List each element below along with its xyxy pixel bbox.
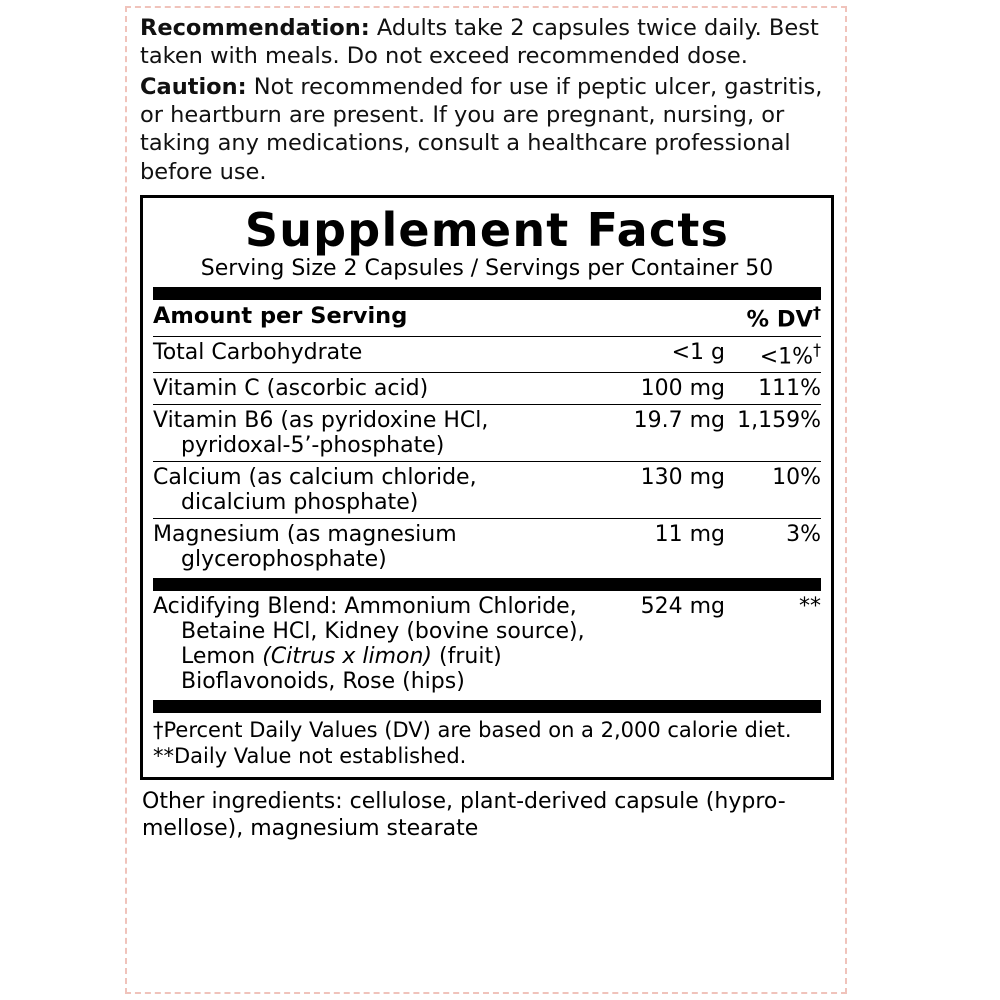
dv-header-text: % DV (746, 306, 813, 333)
footnotes (153, 713, 821, 769)
nutrient-amount: 19.7 mg (605, 405, 725, 462)
blend-line3-italic: (Citrus x limon) (262, 644, 433, 670)
dv-header-dagger: † (812, 303, 821, 323)
recommendation-label: Recommendation: (140, 15, 370, 41)
nutrition-table (153, 300, 821, 575)
caution-text: Not recommended for use if peptic ulcer, gastritis, or heartburn are present. If you are pregnant, nursing, or taking any medications, consult a healthcare professional before use. (140, 73, 823, 185)
blend-dv: ** (799, 594, 821, 620)
nutrient-name-line2: pyridoxal-5’-phosphate) (181, 433, 445, 459)
nutrient-dv-text: <1% (759, 344, 814, 370)
blend-line3 (153, 644, 605, 669)
proprietary-blend-table (153, 591, 821, 697)
serving-size-line: Serving Size 2 Capsules / Servings per Container 50 (200, 256, 774, 282)
caution-note (140, 73, 840, 186)
nutrient-name-line1: Total Carbohydrate (153, 339, 363, 365)
thick-rule-bottom (153, 700, 821, 713)
nutrient-amount: 130 mg (605, 462, 725, 519)
nutrient-name (153, 373, 605, 405)
thick-rule-middle (153, 578, 821, 591)
nutrient-name (153, 405, 605, 462)
supplement-facts-panel (140, 195, 834, 780)
nutrient-name-line1: Calcium (as calcium chloride, (153, 465, 477, 491)
nutrient-dv-dagger: † (813, 339, 821, 359)
blend-line4: Bioflavonoids, Rose (hips) (181, 669, 465, 695)
caution-label: Caution: (140, 73, 247, 100)
blend-line1: Acidifying Blend: Ammonium Chloride, (153, 594, 577, 620)
nutrient-name-line1: Magnesium (as magnesium (153, 522, 457, 548)
footnote-daily-value: †Percent Daily Values (DV) are based on a 2,000 calorie diet. (153, 718, 792, 743)
blend-line3-pre: Lemon (181, 644, 263, 670)
blend-name (153, 591, 605, 697)
blend-row (153, 591, 821, 697)
nutrient-amount: 11 mg (654, 522, 725, 548)
blend-line2: Betaine HCl, Kidney (bovine source), (181, 619, 585, 645)
table-header-row (153, 300, 821, 336)
nutrient-amount: 100 mg (605, 373, 725, 405)
nutrient-dv (725, 336, 821, 372)
label-content (140, 14, 840, 842)
nutrient-amount: <1 g (605, 336, 725, 372)
recommendation-text: Adults take 2 capsules twice daily. Best taken with meals. Do not exceed recommended dose. (140, 15, 819, 70)
supplement-facts-title: Supplement Facts (244, 203, 730, 258)
dv-header (725, 300, 821, 336)
nutrient-dv: 10% (725, 462, 821, 519)
nutrient-name (153, 519, 605, 576)
table-row (153, 373, 821, 405)
blend-line3-post: (fruit) (432, 644, 502, 670)
nutrient-name-line1: Vitamin C (ascorbic acid) (153, 376, 429, 402)
nutrient-name-line2: glycerophosphate) (181, 547, 387, 573)
other-ingredients: Other ingredients: cellulose, plant-derived capsule (hypro-mellose), magnesium stearate (142, 788, 786, 841)
table-row (153, 462, 821, 519)
table-row (153, 519, 821, 576)
recommendation-note (140, 14, 840, 71)
thick-rule-top (153, 287, 821, 300)
nutrient-name-line1: Vitamin B6 (as pyridoxine HCl, (153, 408, 489, 434)
footnote-not-established: **Daily Value not established. (153, 744, 467, 769)
table-row (153, 405, 821, 462)
nutrient-dv: 1,159% (725, 405, 821, 462)
amount-per-serving-header: Amount per Serving (153, 300, 605, 336)
table-row (153, 336, 821, 372)
nutrient-name (153, 336, 605, 372)
nutrient-dv: 111% (725, 373, 821, 405)
header-spacer (605, 300, 725, 336)
nutrient-name (153, 462, 605, 519)
nutrient-name-line2: dicalcium phosphate) (181, 490, 419, 516)
nutrient-dv: 3% (786, 522, 821, 548)
blend-amount: 524 mg (640, 594, 725, 620)
